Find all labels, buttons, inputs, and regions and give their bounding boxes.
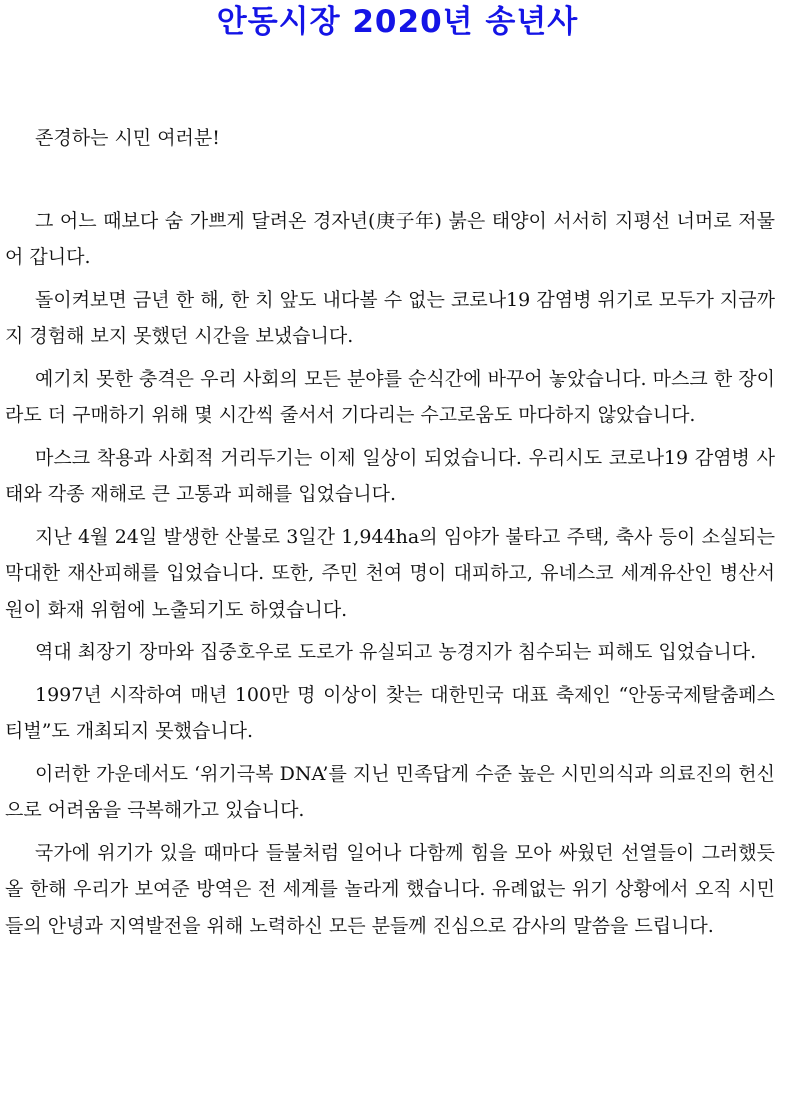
paragraph-7: 1997년 시작하여 매년 100만 명 이상이 찾는 대한민국 대표 축제인 “안동국제탈춤페스티벌”도 개최되지 못했습니다. — [5, 683, 775, 742]
document-title: 안동시장 2020년 송년사 — [216, 4, 579, 40]
paragraph-9: 국가에 위기가 있을 때마다 들불처럼 일어나 다함께 힘을 모아 싸웠던 선열들이 그러했듯 올 한해 우리가 보여준 방역은 전 세계를 놀라게 했습니다. 유례없는 위기 상황에서 오직 시민들의 안녕과 지역발전을 위해 노력하신 모든 분들께 진심으로 감사의 말씀을 드립니다. — [5, 841, 782, 937]
paragraph-3: 예기치 못한 충격은 우리 사회의 모든 분야를 순식간에 바꾸어 놓았습니다. 마스크 한 장이라도 더 구매하기 위해 몇 시간씩 줄서서 기다리는 수고로움도 마다하지 않았습니다. — [5, 367, 775, 426]
paragraph-6: 역대 최장기 장마와 집중호우로 도로가 유실되고 농경지가 침수되는 피해도 입었습니다. — [35, 641, 757, 663]
paragraph-4: 마스크 착용과 사회적 거리두기는 이제 일상이 되었습니다. 우리시도 코로나19 감염병 사태와 각종 재해로 큰 고통과 피해를 입었습니다. — [5, 446, 775, 505]
paragraph-5: 지난 4월 24일 발생한 산불로 3일간 1,944ha의 임야가 불타고 주택, 축사 등이 소실되는 막대한 재산피해를 입었습니다. 또한, 주민 천여 명이 대피하고, 유네스코 세계유산인 병산서원이 화재 위험에 노출되기도 하였습니다. — [5, 525, 782, 621]
paragraph-2: 돌이켜보면 금년 한 해, 한 치 앞도 내다볼 수 없는 코로나19 감염병 위기로 모두가 지금까지 경험해 보지 못했던 시간을 보냈습니다. — [5, 288, 775, 347]
paragraph-8: 이러한 가운데서도 ‘위기극복 DNA’를 지닌 민족답게 수준 높은 시민의식과 의료진의 헌신으로 어려움을 극복해가고 있습니다. — [5, 762, 775, 821]
greeting: 존경하는 시민 여러분! — [35, 127, 220, 149]
document-body — [5, 120, 782, 944]
paragraph-1: 그 어느 때보다 숨 가쁘게 달려온 경자년(庚子年) 붉은 태양이 서서히 지평선 너머로 저물어 갑니다. — [5, 209, 775, 268]
